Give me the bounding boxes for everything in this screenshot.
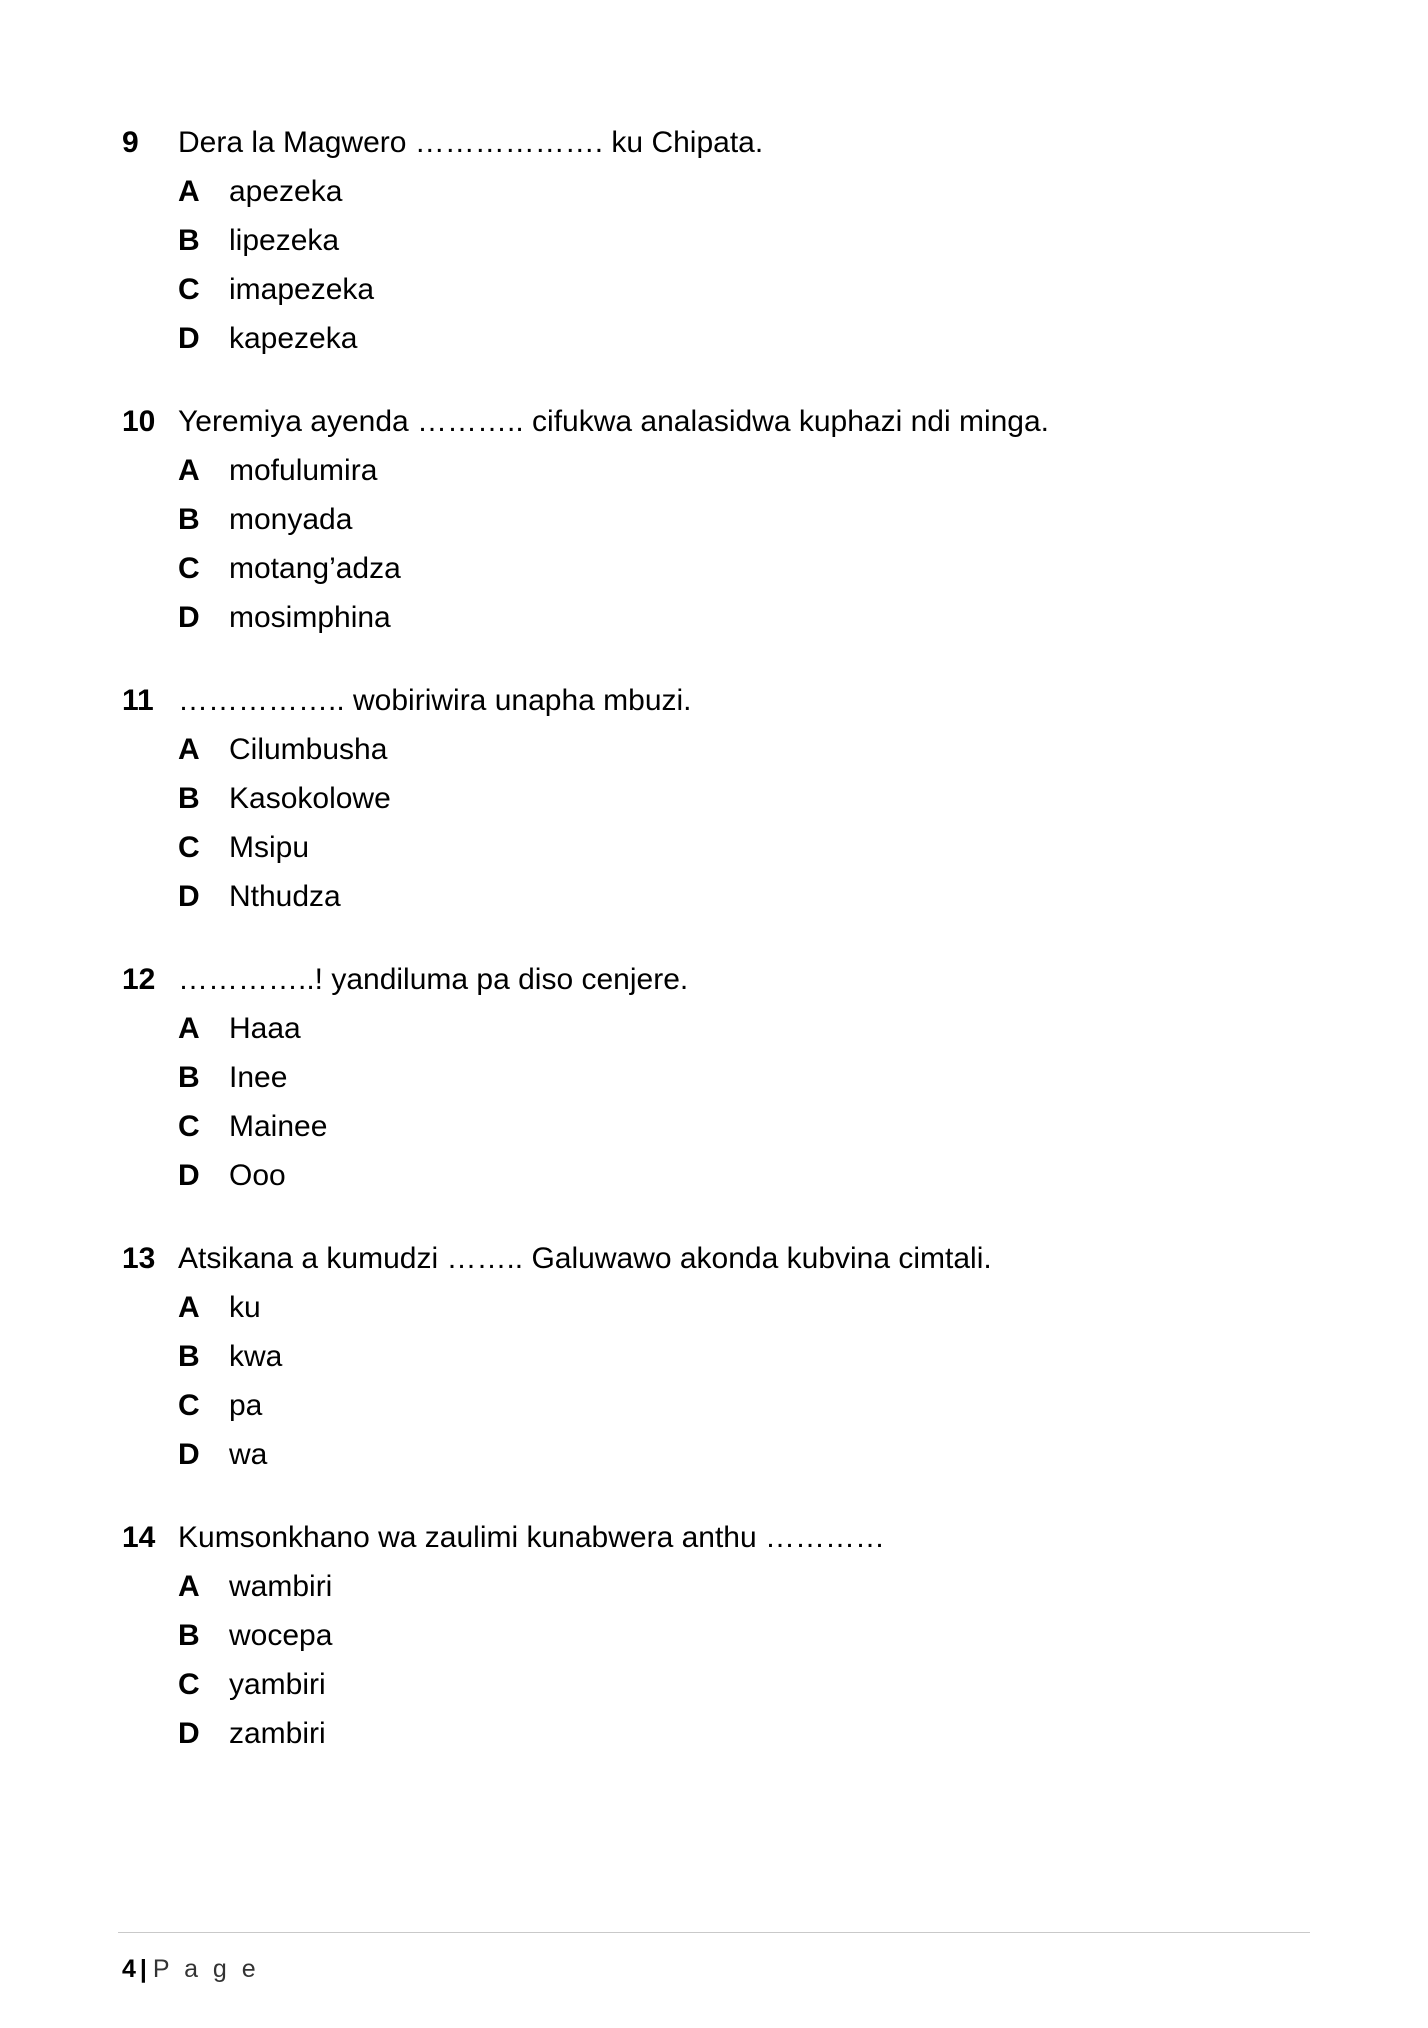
option-text: wambiri [229,1570,333,1603]
option-text: zambiri [229,1717,326,1750]
option-text: apezeka [229,175,343,208]
option-list [122,1283,1278,1479]
question-header [122,118,1278,167]
option-text: lipezeka [229,224,340,257]
option-text: monyada [229,503,353,536]
option-row[interactable] [178,774,1278,823]
option-letter: A [178,1570,200,1603]
option-letter: C [178,273,200,306]
question-number: 14 [122,1521,156,1554]
option-text: mofulumira [229,454,378,487]
option-row[interactable] [178,1430,1278,1479]
question-number: 12 [122,963,156,996]
option-letter: A [178,1012,200,1045]
option-row[interactable] [178,1660,1278,1709]
option-text: mosimphina [229,601,391,634]
option-row[interactable] [178,314,1278,363]
option-letter: C [178,831,200,864]
option-row[interactable] [178,1053,1278,1102]
option-text: kwa [229,1340,283,1373]
option-text: Cilumbusha [229,733,388,766]
option-text: wocepa [229,1619,333,1652]
footer-separator: | [139,1955,147,1983]
option-letter: C [178,552,200,585]
option-letter: B [178,1619,200,1652]
option-row[interactable] [178,167,1278,216]
question-number: 11 [122,684,154,717]
option-letter: A [178,454,200,487]
option-letter: B [178,1340,200,1373]
question-number: 10 [122,405,156,438]
question-header [122,397,1278,446]
option-row[interactable] [178,544,1278,593]
question-header [122,955,1278,1004]
option-text: Msipu [229,831,310,864]
question-item [122,118,1278,363]
option-row[interactable] [178,872,1278,921]
option-text: imapezeka [229,273,375,306]
option-text: ku [229,1291,261,1324]
option-text: motang’adza [229,552,401,585]
option-row[interactable] [178,1611,1278,1660]
option-row[interactable] [178,593,1278,642]
option-list [122,725,1278,921]
option-letter: A [178,175,200,208]
option-row[interactable] [178,1381,1278,1430]
question-item [122,397,1278,642]
option-letter: B [178,503,200,536]
option-text: Kasokolowe [229,782,391,815]
question-item [122,1513,1278,1758]
question-number: 9 [122,126,139,159]
question-text: Atsikana a kumudzi …….. Galuwawo akonda kubvina cimtali. [178,1242,992,1275]
option-list [122,1004,1278,1200]
option-text: kapezeka [229,322,358,355]
option-row[interactable] [178,1283,1278,1332]
option-row[interactable] [178,216,1278,265]
option-letter: D [178,880,200,913]
option-row[interactable] [178,1102,1278,1151]
option-row[interactable] [178,495,1278,544]
option-letter: A [178,733,200,766]
option-row[interactable] [178,1709,1278,1758]
footer-label: P a g e [152,1955,260,1983]
option-row[interactable] [178,1004,1278,1053]
option-text: Inee [229,1061,288,1094]
option-row[interactable] [178,1332,1278,1381]
option-row[interactable] [178,725,1278,774]
option-row[interactable] [178,823,1278,872]
question-text: Yeremiya ayenda ……….. cifukwa analasidwa kuphazi ndi minga. [178,405,1050,438]
option-text: Mainee [229,1110,328,1143]
option-letter: D [178,322,200,355]
option-text: wa [229,1438,268,1471]
option-row[interactable] [178,446,1278,495]
option-letter: D [178,1717,200,1750]
option-letter: D [178,1159,200,1192]
option-letter: B [178,782,200,815]
question-header [122,676,1278,725]
question-text: …………….. wobiriwira unapha mbuzi. [178,684,692,717]
option-letter: C [178,1110,200,1143]
option-text: Nthudza [229,880,341,913]
footer-page-number: 4 [122,1955,136,1983]
option-text: pa [229,1389,263,1422]
option-letter: B [178,224,200,257]
question-text: …………..! yandiluma pa diso cenjere. [178,963,689,996]
option-letter: D [178,1438,200,1471]
option-row[interactable] [178,1151,1278,1200]
option-list [122,446,1278,642]
question-text: Dera la Magwero ………………. ku Chipata. [178,126,764,159]
option-letter: A [178,1291,200,1324]
option-letter: B [178,1061,200,1094]
option-row[interactable] [178,265,1278,314]
option-list [122,167,1278,363]
footer-divider [118,1932,1310,1933]
question-text: Kumsonkhano wa zaulimi kunabwera anthu ………… [178,1521,886,1554]
page-footer [122,1952,260,1986]
option-text: Ooo [229,1159,286,1192]
option-letter: C [178,1389,200,1422]
option-text: Haaa [229,1012,301,1045]
question-header [122,1234,1278,1283]
question-item [122,955,1278,1200]
question-item [122,1234,1278,1479]
question-header [122,1513,1278,1562]
option-letter: C [178,1668,200,1701]
option-list [122,1562,1278,1758]
option-letter: D [178,601,200,634]
question-item [122,676,1278,921]
option-row[interactable] [178,1562,1278,1611]
option-text: yambiri [229,1668,326,1701]
question-number: 13 [122,1242,156,1275]
